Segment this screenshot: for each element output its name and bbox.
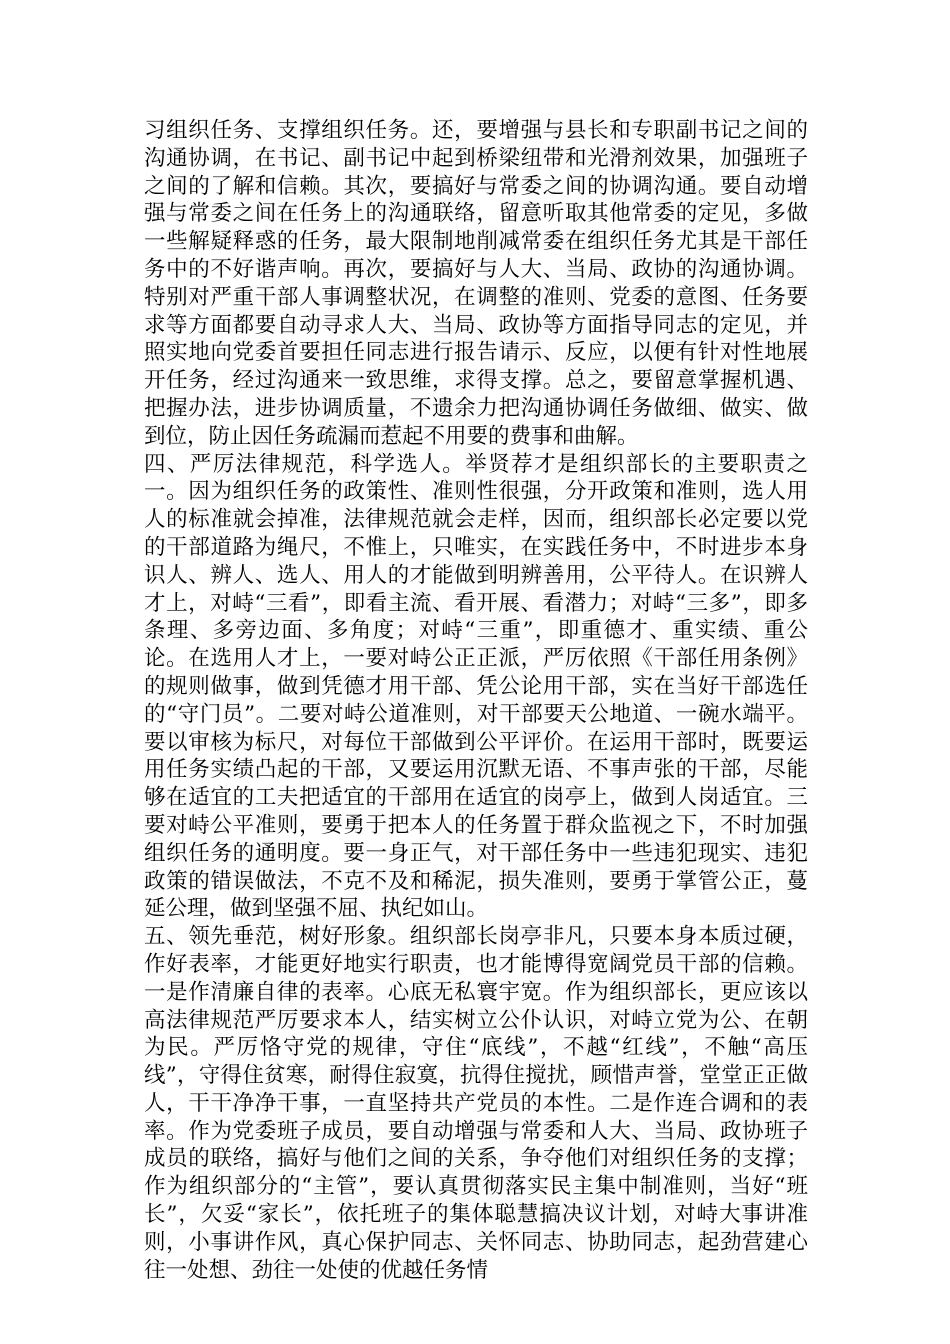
paragraph-communication: 习组织任务、支撑组织任务。还，要增强与县长和专职副书记之间的沟通协调，在书记、副书记中起到桥梁纽带和光滑剂效果，加强班子之间的了解和信赖。其次，要搞好与常委之间的协调沟通。要自动增强与常委之间在任务上的沟通联络，留意听取其他常委的定见，多做一些解疑释惑的任务，最大限制地削减常委在组织任务尤其是干部任务中的不好谐声响。再次，要搞好与人大、当局、政协的沟通协调。特别对严重干部人事调整状况，在调整的准则、党委的意图、任务要求等方面都要自动寻求人大、当局、政协等方面指导同志的定见，并照实地向党委首要担任同志进行报告请示、反应，以便有针对性地展开任务，经过沟通来一致思维，求得支撑。总之，要留意掌握机遇、把握办法，进步协调质量，不遗余力把沟通协调任务做细、做实、做到位，防止因任务疏漏而惹起不用要的费事和曲解。 xyxy=(144,118,808,449)
document-body xyxy=(144,117,808,1284)
paragraph-example: 五、领先垂范，树好形象。组织部长岗亭非凡，只要本身本质过硬，作好表率，才能更好地实行职责，也才能博得宽阔党员干部的信赖。一是作清廉自律的表率。心底无私寰宇宽。作为组织部长，更应该以高法律规范严厉要求本人，结实树立公仆认识，对峙立党为公、在朝为民。严厉恪守党的规律，守住“底线”，不越“红线”，不触“高压线”，守得住贫寒，耐得住寂寞，抗得住搅扰，顾惜声誉，堂堂正正做人，干干净净干事，一直坚持共产党员的本性。二是作连合调和的表率。作为党委班子成员，要自动增强与常委和人大、当局、政协班子成员的联络，搞好与他们之间的关系，争夺他们对组织任务的支撑；作为组织部分的“主管”，要认真贯彻落实民主集中制准则，当好“班长”，欠妥“家长”，依托班子的集体聪慧搞决议计划，对峙大事讲准则，小事讲作风，真心保护同志、关怀同志、协助同志，起劲营建心往一处想、劲往一处使的优越任务情 xyxy=(144,924,808,1283)
paragraph-selection: 四、严厉法律规范，科学选人。举贤荐才是组织部长的主要职责之一。因为组织任务的政策性、准则性很强，分开政策和准则，选人用人的标准就会掉准，法律规范就会走样，因而，组织部长必定要以党的干部道路为绳尺，不惟上，只唯实，在实践任务中，不时进步本身识人、辨人、选人、用人的才能做到明辨善用，公平待人。在识辨人才上，对峙“三看”，即看主流、看开展、看潜力；对峙“三多”，即多条理、多旁边面、多角度；对峙“三重”，即重德才、重实绩、重公论。在选用人才上，一要对峙公正正派，严厉依照《干部任用条例》的规则做事，做到凭德才用干部、凭公论用干部，实在当好干部选任的“守门员”。二要对峙公道准则，对干部要天公地道、一碗水端平。要以审核为标尺，对每位干部做到公平评价。在运用干部时，既要运用任务实绩凸起的干部，又要运用沉默无语、不事声张的干部，尽能够在适宜的工夫把适宜的干部用在适宜的岗亭上，做到人岗适宜。三要对峙公平准则，要勇于把本人的任务置于群众监视之下，不时加强组织任务的通明度。要一身正气，对干部任务中一些违犯现实、违犯政策的错误做法，不克不及和稀泥，损失准则，要勇于掌管公正，蔓延公理，做到坚强不屈、执纪如山。 xyxy=(144,451,808,922)
